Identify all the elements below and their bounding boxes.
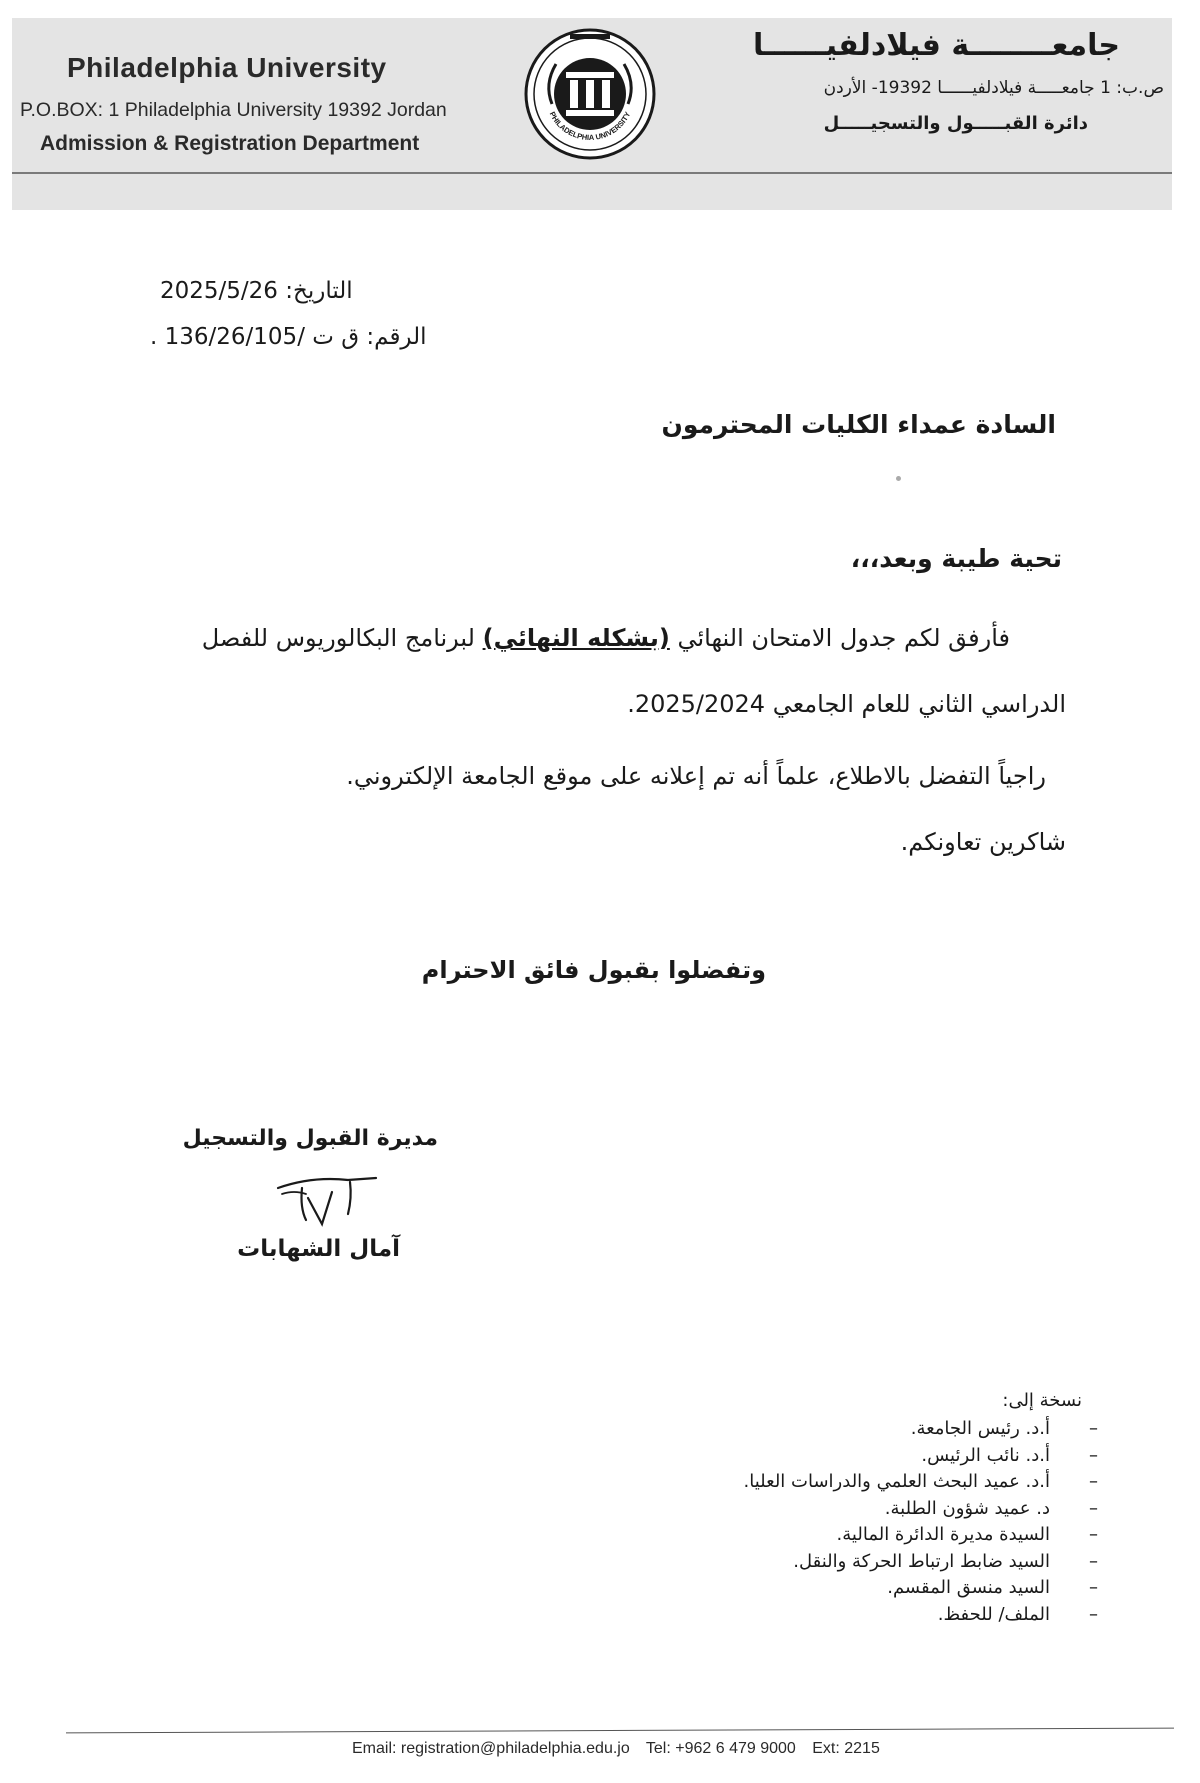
- handwritten-signature: [272, 1168, 382, 1242]
- cc-list: [743, 1416, 1098, 1628]
- letter-date: التاريخ: 2025/5/26: [160, 278, 353, 304]
- footer-contact: [352, 1740, 892, 1758]
- letter-paragraph-2: راجياً التفضل بالاطلاع، علماً أنه تم إعلانه على موقع الجامعة الإلكتروني.: [346, 762, 1046, 790]
- cc-item: – السيدة مديرة الدائرة المالية.: [836, 1524, 1098, 1545]
- paragraph-1-start: فأرفق لكم جدول الامتحان النهائي: [669, 624, 1010, 652]
- scan-speck: [896, 476, 901, 481]
- cc-item-text: السيدة مديرة الدائرة المالية.: [836, 1524, 1050, 1545]
- footer-divider: [66, 1728, 1174, 1734]
- paragraph-1-underlined: (بشكله النهائي): [482, 624, 670, 652]
- cc-item: – السيد منسق المقسم.: [887, 1577, 1098, 1598]
- department-name-en: Admission & Registration Department: [40, 132, 420, 155]
- cc-item: – الملف/ للحفظ.: [937, 1603, 1098, 1625]
- cc-item: – أ.د. رئيس الجامعة.: [910, 1418, 1098, 1439]
- cc-item-text: السيد منسق المقسم.: [887, 1577, 1050, 1598]
- university-name-en: Philadelphia University: [67, 52, 387, 83]
- letter-paragraph-1-line-2: الدراسي الثاني للعام الجامعي 2025/2024.: [627, 690, 1066, 718]
- cc-item-text: أ.د. نائب الرئيس.: [921, 1444, 1050, 1466]
- department-name-ar: دائرة القبـــــول والتسجيـــــل: [823, 113, 1088, 134]
- letter-addressee: السادة عمداء الكليات المحترمون: [661, 410, 1056, 439]
- university-seal-icon: [522, 24, 658, 164]
- cc-item: – السيد ضابط ارتباط الحركة والنقل.: [793, 1550, 1098, 1572]
- letter-closing: وتفضلوا بقبول فائق الاحترام: [421, 956, 766, 984]
- letter-paragraph-3: شاكرين تعاونكم.: [900, 828, 1066, 856]
- letter-paragraph-1: [202, 624, 1010, 652]
- letter-reference: الرقم: ق ت /136/26/105 .: [150, 324, 427, 350]
- cc-item: – د. عميد شؤون الطلبة.: [884, 1497, 1098, 1519]
- header-divider: [12, 172, 1172, 174]
- cc-item: – أ.د. عميد البحث العلمي والدراسات العليا.: [743, 1471, 1098, 1492]
- letter-greeting: تحية طيبة وبعد،،،: [850, 544, 1062, 573]
- university-address-en: P.O.BOX: 1 Philadelphia University 19392 Jordan: [20, 99, 447, 121]
- signatory-title: مديرة القبول والتسجيل: [182, 1126, 438, 1151]
- signatory-name: آمال الشهابات: [237, 1236, 400, 1262]
- cc-item: – أ.د. نائب الرئيس.: [921, 1444, 1098, 1466]
- university-address-ar: ص.ب: 1 جامعـــــة فيلادلفيــــــا 19392- الأردن: [823, 78, 1164, 98]
- footer-ext: Ext: 2215: [812, 1740, 880, 1757]
- paragraph-1-end: لبرنامج البكالوريوس للفصل: [201, 624, 483, 652]
- cc-item-text: د. عميد شؤون الطلبة.: [884, 1497, 1050, 1519]
- cc-item-text: أ.د. رئيس الجامعة.: [910, 1418, 1050, 1439]
- footer-tel: Tel: +962 6 479 9000: [645, 1740, 796, 1757]
- cc-heading: نسخة إلى:: [1002, 1390, 1082, 1411]
- university-name-ar: جامعــــــــة فيلادلفيــــــا: [752, 28, 1120, 63]
- cc-item-text: السيد ضابط ارتباط الحركة والنقل.: [793, 1550, 1050, 1572]
- seal-text: PHILADELPHIA UNIVERSITY: [547, 110, 633, 143]
- footer-email: Email: registration@philadelphia.edu.jo: [352, 1740, 630, 1757]
- cc-item-text: أ.د. عميد البحث العلمي والدراسات العليا.: [743, 1471, 1050, 1492]
- cc-item-text: الملف/ للحفظ.: [937, 1603, 1050, 1625]
